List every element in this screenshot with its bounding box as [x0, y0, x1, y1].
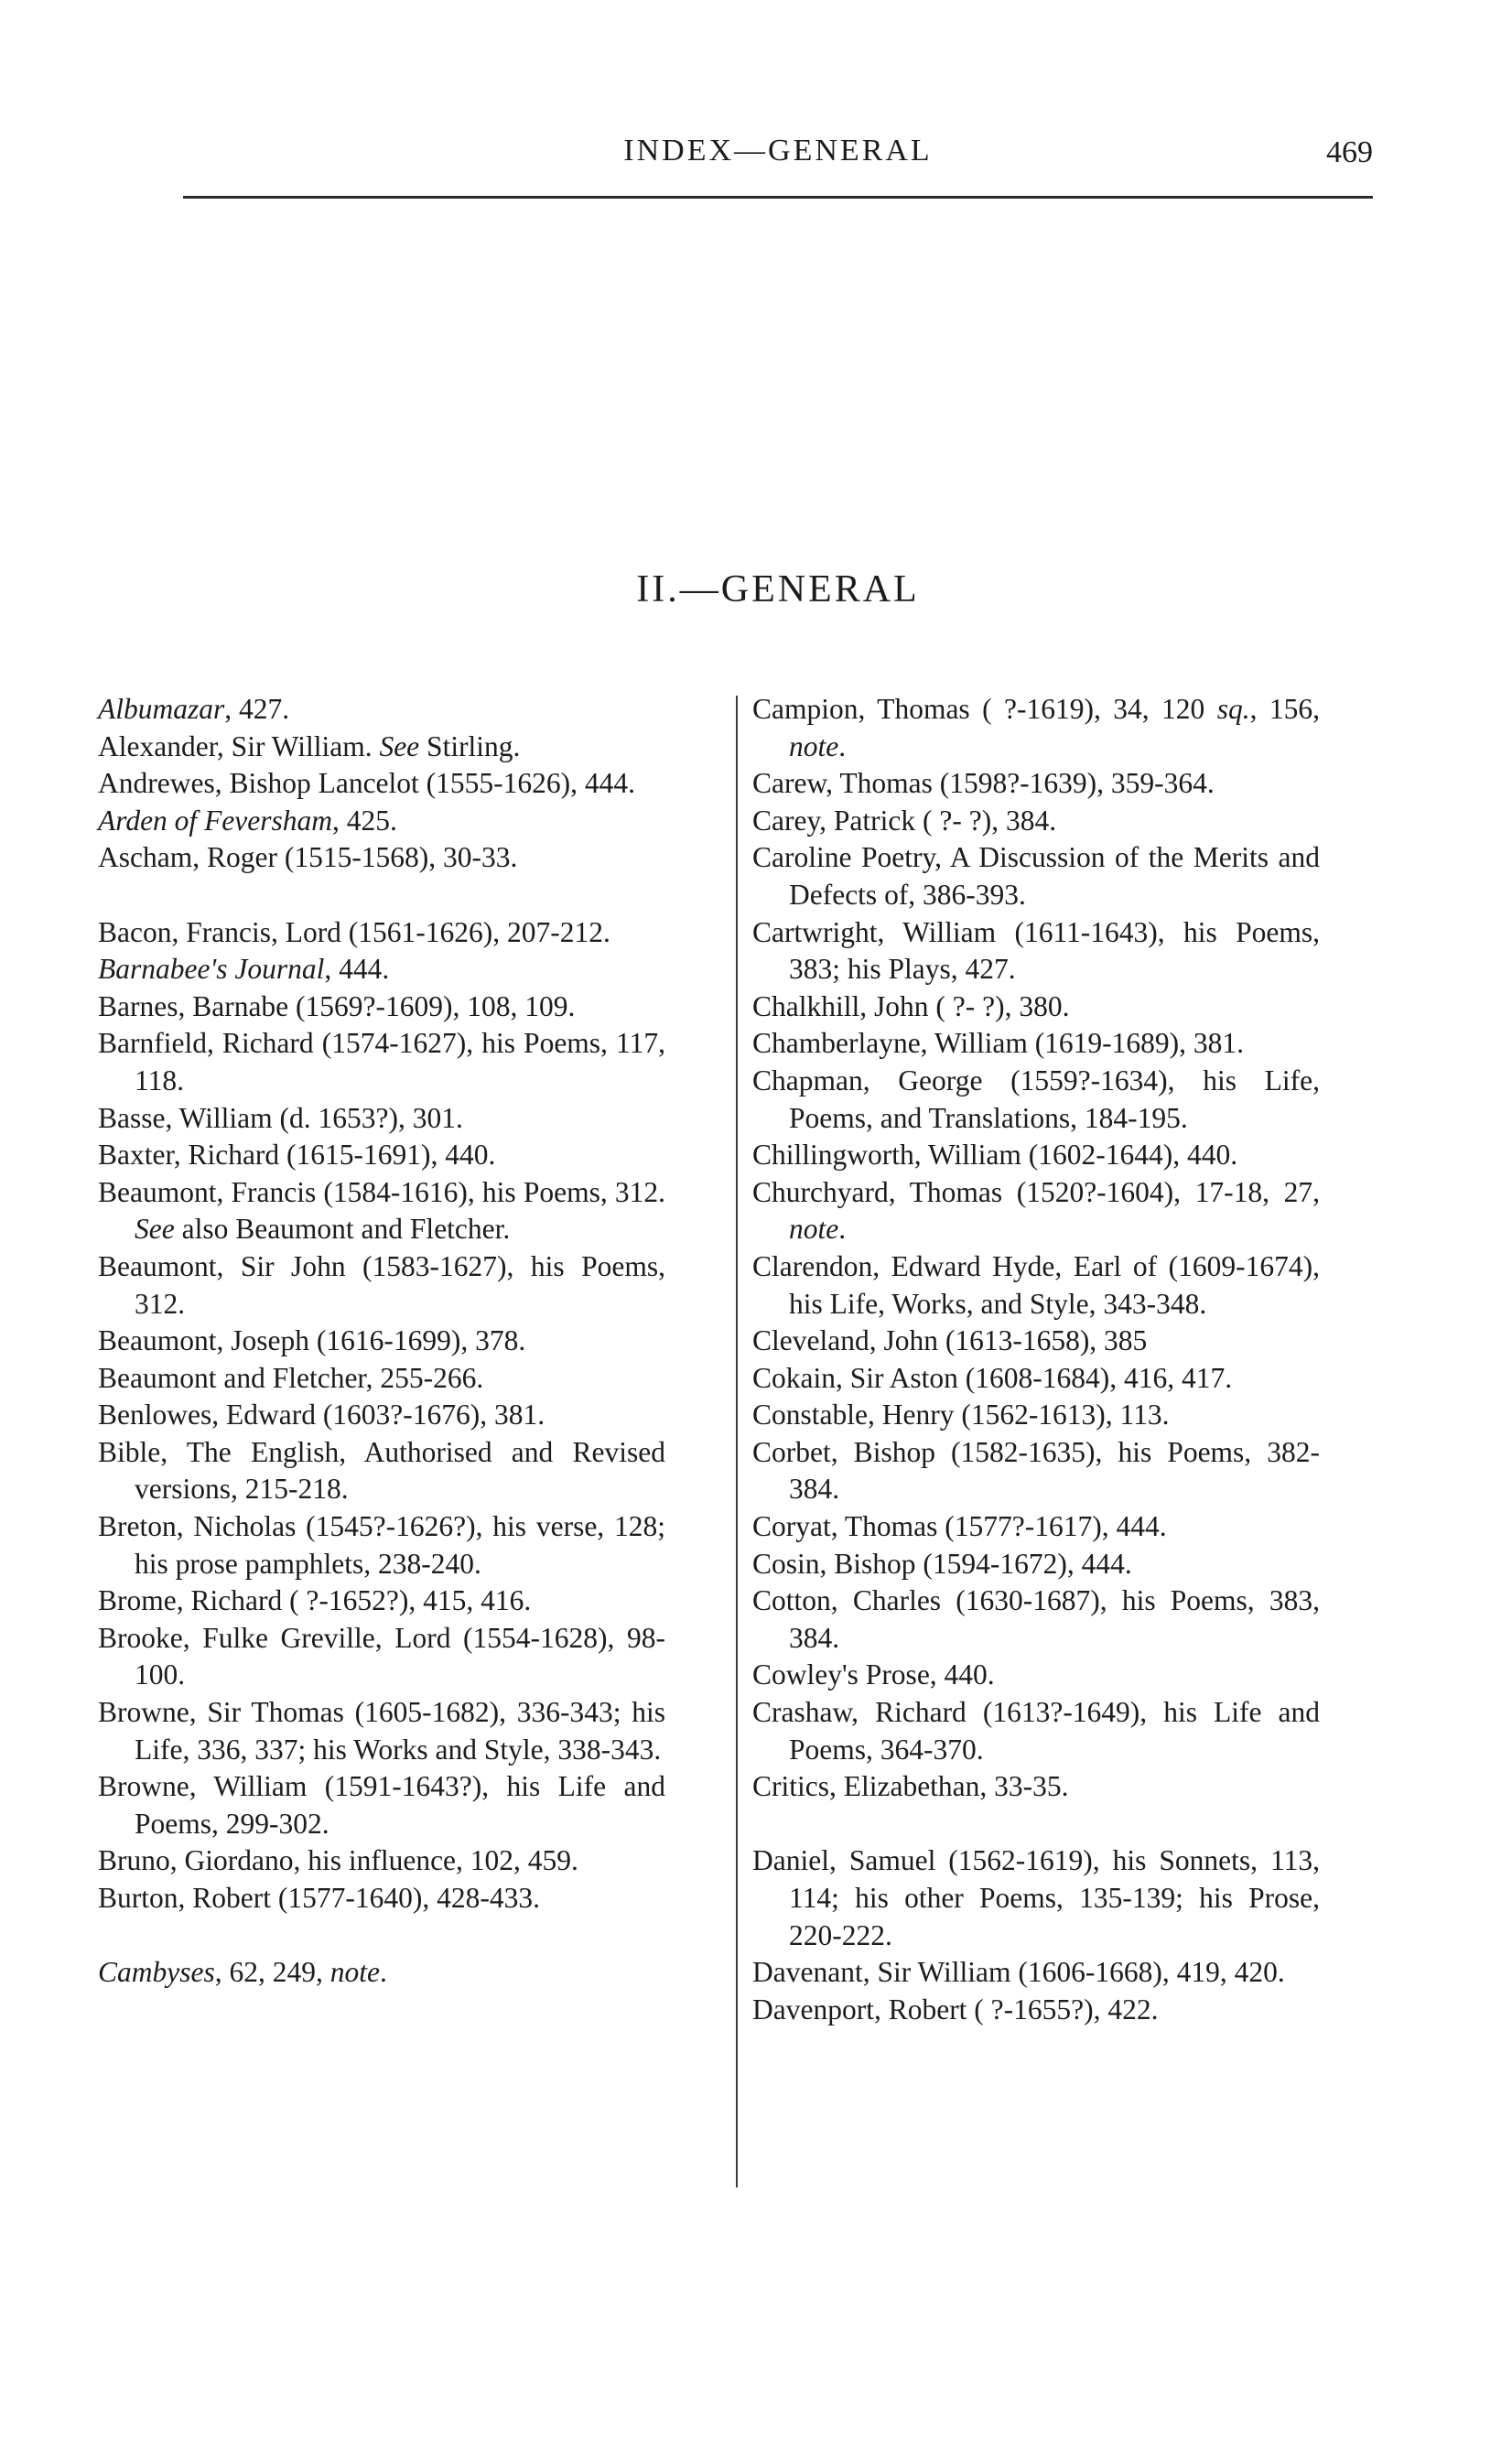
entry-italic-text: note [789, 1213, 839, 1246]
entry-text: , 427. [224, 693, 290, 725]
entry-text: Corbet, Bishop (1582-1635), his Poems, 382-384. [752, 1435, 1320, 1506]
index-entry [98, 729, 665, 766]
entry-text: Coryat, Thomas (1577?-1617), 444. [752, 1510, 1167, 1543]
entry-text: Cosin, Bishop (1594-1672), 444. [752, 1547, 1132, 1580]
index-entry [752, 765, 1320, 803]
entry-text: Carew, Thomas (1598?-1639), 359-364. [752, 767, 1215, 800]
entry-text: Cleveland, John (1613-1658), 385 [752, 1324, 1148, 1357]
entry-text: Daniel, Samuel (1562-1619), his Sonnets, 113, 114; his other Poems, 135-139; his Prose, 220-222. [752, 1844, 1320, 1951]
index-entry [98, 1137, 665, 1174]
entry-text: Chapman, George (1559?-1634), his Life, Poems, and Translations, 184-195. [752, 1064, 1320, 1134]
entry-italic-text: sq. [1216, 693, 1250, 725]
entry-text: Brooke, Fulke Greville, Lord (1554-1628), 98-100. [98, 1621, 665, 1691]
index-entry [98, 988, 665, 1026]
entry-text: Alexander, Sir William. [98, 729, 380, 762]
entry-text: Browne, William (1591-1643?), his Life and Poems, 299-302. [98, 1770, 665, 1840]
index-entry [98, 914, 665, 952]
index-entry [98, 1174, 665, 1248]
entry-text: , 156, [1249, 693, 1321, 725]
index-entry [752, 1992, 1320, 2029]
index-entry [752, 1657, 1320, 1694]
index-entry [98, 765, 665, 803]
index-entry [752, 1137, 1320, 1174]
entry-text: . [379, 1956, 387, 1989]
index-entry [752, 1174, 1320, 1248]
index-entry [98, 691, 665, 729]
index-entry [752, 1768, 1320, 1806]
index-entry [98, 1100, 665, 1138]
running-header [183, 134, 1373, 179]
entry-text: Crashaw, Richard (1613?-1649), his Life and Poems, 364-370. [752, 1696, 1320, 1766]
index-entry [98, 1880, 665, 1917]
header-rule [183, 196, 1373, 199]
entry-text: Beaumont, Francis (1584-1616), his Poems, 312. [98, 1175, 665, 1208]
entry-text: Cowley's Prose, 440. [752, 1658, 995, 1691]
index-entry [98, 1397, 665, 1434]
entry-text: , 444. [324, 953, 390, 986]
entry-text: Churchyard, Thomas (1520?-1604), 17-18, 27, [752, 1175, 1320, 1208]
entry-text: , 62, 249, [214, 1956, 330, 1989]
index-entry [752, 1397, 1320, 1434]
entry-text: Carey, Patrick ( ?- ?), 384. [752, 804, 1057, 837]
index-entry [98, 1842, 665, 1880]
entry-text: Brome, Richard ( ?-1652?), 415, 416. [98, 1584, 532, 1617]
entry-text: Baxter, Richard (1615-1691), 440. [98, 1139, 496, 1172]
index-entry [98, 1583, 665, 1620]
entry-text: Cartwright, William (1611-1643), his Poems, 383; his Plays, 427. [752, 915, 1320, 986]
section-title: II.—GENERAL [636, 568, 920, 610]
index-entry [752, 1434, 1320, 1508]
index-entry [752, 1360, 1320, 1398]
entry-text: Stirling. [419, 729, 521, 762]
entry-text: Cotton, Charles (1630-1687), his Poems, 383, 384. [752, 1584, 1320, 1654]
entry-italic-text: See [379, 729, 420, 762]
entry-text: Ascham, Roger (1515-1568), 30-33. [98, 841, 518, 874]
entry-text: also Beaumont and Fletcher. [174, 1213, 511, 1246]
entry-text: Chalkhill, John ( ?- ?), 380. [752, 989, 1070, 1022]
index-entry [752, 803, 1320, 840]
index-entry [752, 1025, 1320, 1063]
entry-text: Davenport, Robert ( ?-1655?), 422. [752, 1993, 1159, 2025]
index-entry [752, 839, 1320, 913]
entry-text: Burton, Robert (1577-1640), 428-433. [98, 1882, 540, 1914]
index-entry [98, 1954, 665, 1992]
index-entry [752, 1954, 1320, 1992]
index-entry [752, 1323, 1320, 1360]
entry-italic-text: note [789, 729, 839, 762]
index-entry [752, 1842, 1320, 1954]
index-entry [98, 951, 665, 988]
index-entry [98, 1323, 665, 1360]
entry-text: Caroline Poetry, A Discussion of the Merits and Defects of, 386-393. [752, 841, 1320, 911]
index-entry [752, 1546, 1320, 1583]
index-entry [752, 1583, 1320, 1657]
index-entry [98, 1620, 665, 1694]
entry-italic-text: Albumazar [98, 693, 225, 725]
index-entry [98, 1025, 665, 1099]
entry-text: Cokain, Sir Aston (1608-1684), 416, 417. [752, 1361, 1233, 1394]
index-entry [752, 1694, 1320, 1768]
entry-text: Bacon, Francis, Lord (1561-1626), 207-212. [98, 915, 610, 948]
entry-text: Barnes, Barnabe (1569?-1609), 108, 109. [98, 989, 576, 1022]
index-entry [98, 1694, 665, 1768]
entry-text: Davenant, Sir William (1606-1668), 419, 420. [752, 1956, 1285, 1989]
index-entry [752, 1063, 1320, 1137]
index-entry [752, 691, 1320, 765]
entry-italic-text: Cambyses [98, 1956, 215, 1989]
entry-text: Chamberlayne, William (1619-1689), 381. [752, 1027, 1245, 1060]
index-entry [98, 1508, 665, 1583]
index-entry [98, 1768, 665, 1842]
entry-text: Chillingworth, William (1602-1644), 440. [752, 1139, 1238, 1172]
index-entry [98, 839, 665, 877]
index-entry [98, 1360, 665, 1398]
entry-text: . [838, 729, 847, 762]
running-title: INDEX—GENERAL [623, 134, 933, 167]
entry-italic-text: note [329, 1956, 380, 1989]
entry-italic-text: See [135, 1213, 175, 1246]
index-entry [98, 803, 665, 840]
entry-text: Barnfield, Richard (1574-1627), his Poems, 117, 118. [98, 1027, 665, 1096]
entry-text: Beaumont, Sir John (1583-1627), his Poems, 312. [98, 1249, 665, 1320]
index-entry [752, 1508, 1320, 1546]
index-entry [752, 1248, 1320, 1323]
index-column-left [98, 691, 665, 1992]
entry-italic-text: Barnabee's Journal [98, 953, 325, 986]
entry-text: Beaumont, Joseph (1616-1699), 378. [98, 1324, 526, 1357]
entry-text: Breton, Nicholas (1545?-1626?), his verse, 128; his prose pamphlets, 238-240. [98, 1510, 665, 1580]
index-entry [98, 1248, 665, 1323]
entry-italic-text: Arden of Feversham [98, 804, 333, 837]
entry-text: Bible, The English, Authorised and Revised versions, 215-218. [98, 1435, 665, 1506]
page-number: 469 [1326, 135, 1373, 169]
entry-text: Critics, Elizabethan, 33-35. [752, 1770, 1069, 1803]
entry-text: Basse, William (d. 1653?), 301. [98, 1101, 463, 1134]
index-entry [752, 914, 1320, 988]
index-entry [98, 1434, 665, 1508]
index-column-right [752, 691, 1320, 2028]
entry-text: Clarendon, Edward Hyde, Earl of (1609-1674), his Life, Works, and Style, 343-348. [752, 1249, 1320, 1320]
entry-text: Bruno, Giordano, his influence, 102, 459. [98, 1844, 578, 1877]
entry-text: . [838, 1213, 847, 1246]
entry-text: Browne, Sir Thomas (1605-1682), 336-343; his Life, 336, 337; his Works and Style, 338-343. [98, 1696, 665, 1766]
index-entry [752, 988, 1320, 1026]
entry-text: Andrewes, Bishop Lancelot (1555-1626), 444. [98, 767, 636, 800]
entry-text: Constable, Henry (1562-1613), 113. [752, 1399, 1170, 1431]
entry-text: Campion, Thomas ( ?-1619), 34, 120 [752, 693, 1217, 725]
entry-text: Benlowes, Edward (1603?-1676), 381. [98, 1399, 545, 1431]
entry-text: , 425. [332, 804, 397, 837]
column-divider [736, 696, 738, 2188]
entry-text: Beaumont and Fletcher, 255-266. [98, 1361, 484, 1394]
